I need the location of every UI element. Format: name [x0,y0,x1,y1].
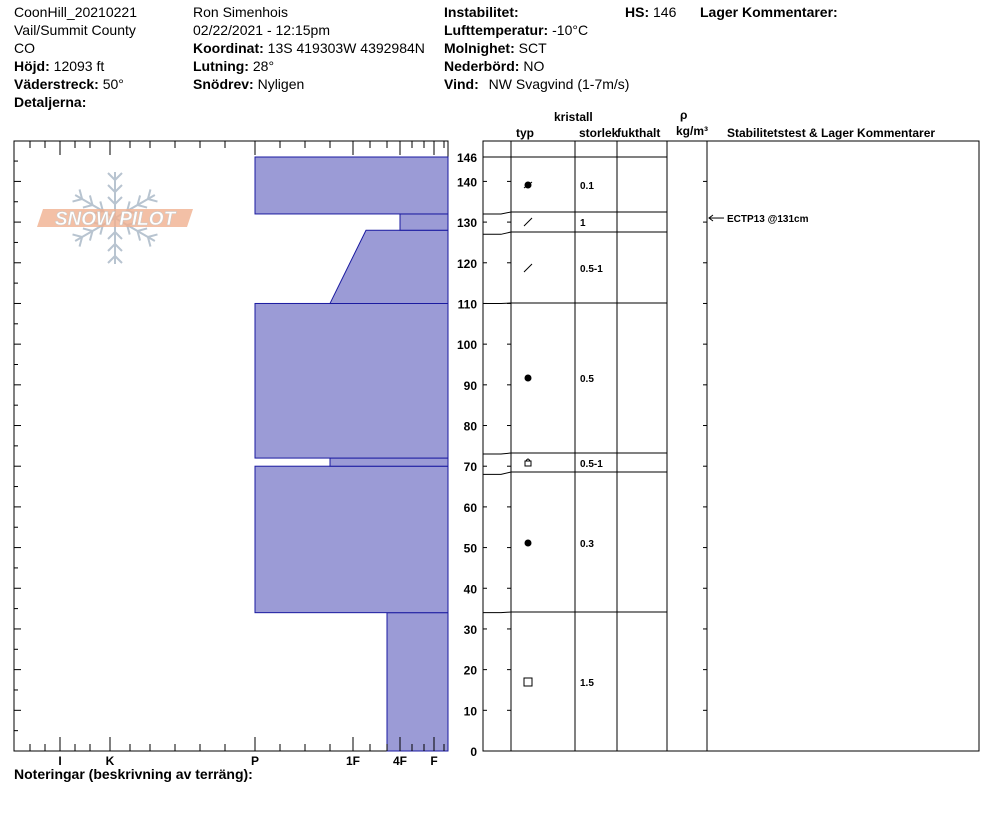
sky-value: SCT [518,40,547,56]
layer-connector [483,453,511,454]
hardness-tick-label: F [430,754,438,768]
depth-tick-label: 100 [456,338,477,353]
details-label: Detaljerna: [14,94,87,110]
stability-test-label: ECTP13 @131cm [727,214,809,226]
hs-value: 146 [653,4,677,20]
grain-type-rounds-icon [525,540,532,547]
depth-tick-label: 80 [463,419,477,434]
slope-label: Lutning: [193,58,249,74]
elevation-value: 12093 ft [53,58,105,74]
snowflake-branch [144,189,154,199]
density-unit-header: kg/m³ [676,124,709,138]
snowflake-branch [144,237,154,247]
snowflake-branch [108,185,115,192]
snowflake-branch [108,232,115,239]
depth-tick-label: 70 [463,460,477,475]
wind-loading-value: Nyligen [257,76,305,92]
snowflake-branch [134,231,144,241]
datetime: 02/22/2021 - 12:15pm [193,22,330,38]
site-name: CoonHill_20210221 [14,4,137,20]
snowflake-branch [108,173,115,180]
snowflake-logo [37,172,193,264]
depth-tick-label: 20 [463,663,477,678]
depth-tick-label: 120 [456,256,477,271]
hs-label: HS: [625,4,650,20]
grain-type-facets-icon [524,218,532,226]
layer-connector [483,612,511,613]
grain-size-label: 0.1 [580,181,594,192]
coord-label: Koordinat: [193,40,264,56]
aspect-value: 50° [102,76,124,92]
wind-value: NW Svagvind (1-7m/s) [488,76,630,92]
grain-size-label: 0.5-1 [580,264,603,275]
aspect-label: Väderstreck: [14,76,99,92]
snowflake-branch [108,256,115,263]
moisture-header: fukthalt [617,126,661,140]
depth-tick-label: 40 [463,582,477,597]
depth-tick-label: 130 [456,216,477,231]
snowflake-branch [115,173,122,180]
grain-type-rounds-icon [525,375,532,382]
logo-text: SNOW PILOT [54,209,176,230]
hardness-segment [255,157,448,214]
grain-type-faceted-round-icon [525,461,531,466]
layer-comments-label: Lager Kommentarer: [700,4,838,20]
grain-size-label: 1.5 [580,678,594,689]
snowflake-branch [115,244,122,251]
grain-size-label: 1 [580,218,586,229]
precip-value: NO [523,58,545,74]
air-temp-label: Lufttemperatur: [444,22,549,38]
precip-label: Nederbörd: [444,58,520,74]
hardness-segment [330,230,448,303]
coord-value: 13S 419303W 4392984N [267,40,425,56]
state: CO [14,40,35,56]
snowflake-branch [134,195,144,205]
snowflake-branch [86,195,96,205]
wind-loading-label: Snödrev: [193,76,254,92]
depth-tick-label: 90 [463,378,477,393]
sky-label: Molnighet: [444,40,515,56]
hardness-segment [400,214,448,230]
air-temp-value: -10°C [552,22,589,38]
depth-tick-label: 110 [457,297,477,312]
terrain-notes-label: Noteringar (beskrivning av terräng): [14,766,253,782]
snowflake-branch [76,237,86,247]
layer-connector [483,232,511,234]
comments-header: Stabilitetstest & Lager Kommentarer [727,126,936,140]
depth-tick-label: 50 [463,541,477,556]
stability-label: Instabilitet: [444,4,519,20]
rho-header: ρ [680,108,688,122]
grain-type-facets-icon [524,264,532,272]
crystal-header: kristall [554,110,593,124]
slope-value: 28° [252,58,275,74]
grain-size-label: 0.5-1 [580,459,603,470]
hardness-tick-label: I [58,754,62,768]
location: Vail/Summit County [14,22,136,38]
hardness-tick-label: 4F [392,754,408,768]
size-header: storlek [579,126,619,140]
depth-tick-label: 0 [470,745,477,759]
hardness-segment [330,458,448,466]
depth-tick-label: 10 [463,704,477,719]
layer-connector [483,472,511,474]
snowflake-branch [108,244,115,251]
observer: Ron Simenhois [193,4,288,20]
elevation-label: Höjd: [14,58,50,74]
hardness-segment [255,466,448,612]
snowflake-branch [115,256,122,263]
layer-connector [483,212,511,214]
grain-type-facets-icon [524,678,532,686]
hardness-tick-label: 1F [345,754,361,768]
grain-size-label: 0.3 [580,539,594,550]
hardness-segment [387,613,448,751]
snowflake-branch [115,232,122,239]
grain-size-label: 0.5 [580,374,594,385]
hardness-segment [255,303,448,458]
snowflake-branch [115,197,122,204]
snowflake-branch [115,185,122,192]
hardness-tick-label: K [105,754,115,768]
hardness-tick-label: P [250,754,260,768]
depth-tick-label: 60 [463,500,477,515]
snowflake-branch [76,189,86,199]
snowflake-branch [108,197,115,204]
wind-label: Vind: [444,76,479,92]
type-header: typ [516,126,534,140]
depth-tick-label: 30 [463,622,477,637]
depth-tick-label: 146 [456,151,477,165]
depth-tick-label: 140 [456,175,477,190]
snowflake-branch [86,231,96,241]
